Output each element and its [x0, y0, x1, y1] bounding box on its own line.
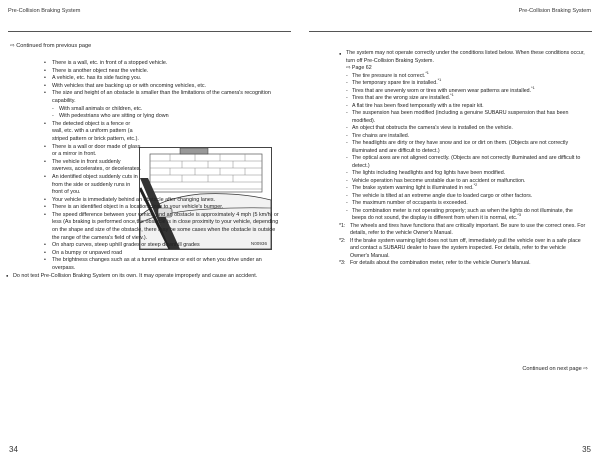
list-item: • There is another object near the vehicle.: [44, 68, 284, 76]
list-item-text: The lights including headlights and fog lights have been modified.: [352, 170, 506, 176]
header-rule-left: [8, 31, 291, 32]
list-item-text: The maximum number of occupants is exceeded.: [352, 200, 468, 206]
list-item-text: Tires that are the wrong size are installed.: [352, 95, 451, 101]
list-item-text: A flat tire has been fixed temporarily with a tire repair kit.: [352, 102, 484, 109]
list-item: • The detected object is a fence or wall, etc. with a uniform pattern (a striped pattern or brick pattern, etc.).: [44, 121, 142, 144]
sub-list-item: - With small animals or children, etc.: [52, 106, 284, 114]
header-rule-right: [309, 31, 592, 32]
list-item: [346, 208, 586, 223]
list-item: • Your vehicle is immediately behind an obstacle after changing lanes.: [44, 197, 284, 205]
list-item-text: The temporary spare tire is installed.: [352, 80, 438, 86]
list-item: [346, 155, 586, 170]
list-item: • There is an identified object in a location close to your vehicle's bumper.: [44, 204, 284, 212]
list-item: [346, 200, 586, 208]
list-item-text: Tire chains are installed.: [352, 132, 410, 139]
list-item: [346, 103, 586, 111]
list-item: • An identified object suddenly cuts in from the side or suddenly runs in front of you.: [44, 174, 142, 197]
list-item-text: The optical axes are not aligned correctly. (Objects are not correctly illuminated and are difficult to detect.): [352, 155, 581, 169]
footnote-mark: *1: [437, 78, 442, 83]
right-column: [339, 50, 586, 268]
continued-from-previous: ⇨ Continued from previous page: [10, 43, 92, 49]
list-item: [346, 193, 586, 201]
page-number-left: 34: [9, 445, 18, 454]
list-item-text: The brake system warning light is illuminated in red.: [352, 185, 474, 191]
list-item: [346, 125, 586, 133]
list-item: • A vehicle, etc. has its side facing you.: [44, 75, 284, 83]
list-item-text: The headlights are dirty or they have snow and ice or dirt on them. (Objects are not correctly illuminated and are difficult to detect.): [352, 140, 569, 154]
list-item-text: Vehicle operation has become unstable due to an accident or malfunction.: [352, 177, 526, 184]
footnote-mark: *1: [531, 85, 535, 90]
list-item: [346, 140, 586, 155]
list-item: • On sharp curves, steep uphill grades or steep downhill grades: [44, 242, 284, 250]
list-item: • With vehicles that are backing up or with oncoming vehicles, etc.: [44, 83, 284, 91]
figure-code: N00936: [250, 241, 267, 246]
footnote: [339, 238, 586, 261]
list-item: • The vehicle in front suddenly swerves, accelerates, or decelerates.: [44, 159, 142, 174]
list-item: [346, 95, 586, 103]
running-header-right: Pre-Collision Braking System: [518, 8, 591, 14]
footnote: [339, 223, 586, 238]
list-item: • The speed difference between your vehicle and an obstacle is approximately 4 mph (5 km/h) or less (As braking is performed once,the obstacle is in close proximity to your vehicle, depending on the shape and size of the obstacle, there may be some cases when the obstacle is outside the range of the camera's field of view.).: [44, 212, 284, 242]
footnote-label: *1:: [339, 222, 346, 229]
list-item-text: The vehicle is tilted at an extreme angle due to loaded cargo or other factors.: [352, 192, 533, 199]
footnote-text: The wheels and tires have functions that are critically important. Be sure to use the correct ones. For details, refer to the vehicle Owner's Manual.: [350, 222, 586, 236]
list-item: • On a bumpy or unpaved road: [44, 250, 284, 258]
list-item: [346, 80, 586, 88]
list-item-text: The suspension has been modified (including a genuine SUBARU suspension that has been modified).: [352, 110, 569, 124]
conditions-list: [339, 70, 586, 223]
footnote-mark: *2: [473, 183, 478, 188]
footnote-text: For details about the combination meter, refer to the vehicle Owner's Manual.: [350, 260, 531, 266]
footnotes: [339, 223, 586, 268]
continued-on-next: Continued on next page ⇨: [522, 366, 588, 372]
footnote-label: *2:: [339, 237, 346, 244]
conditions-intro: ● The system may not operate correctly under the conditions listed below. When these conditions occur, turn off Pre-Collision Braking System.: [339, 50, 586, 65]
list-item: [346, 110, 586, 125]
list-item: [346, 185, 586, 193]
list-item: • The size and height of an obstacle is smaller than the limitations of the camera's recognition capability.: [44, 90, 284, 105]
list-item: • There is a wall, etc. in front of a stopped vehicle.: [44, 60, 284, 68]
footnote-mark: *3: [517, 213, 521, 218]
list-item: [346, 178, 586, 186]
running-header-left: Pre-Collision Braking System: [8, 8, 81, 14]
footnote: [339, 260, 586, 268]
list-item-text: The combination meter is not operating properly; such as when the lights do not illuminate, the beeps do not sound, the display is different from when it is normal, etc.: [352, 207, 573, 221]
caution-note: ● Do not test Pre-Collision Braking System on its own. It may operate improperly and cause an accident.: [6, 273, 284, 281]
page-number-right: 35: [582, 445, 591, 454]
list-item-text: Tires that are unevenly worn or tires with uneven wear patterns are installed.: [352, 87, 532, 94]
footnote-label: *3:: [339, 260, 346, 266]
list-item: [346, 85, 586, 96]
list-item: [346, 170, 586, 178]
list-item-text: An object that obstructs the camera's view is installed on the vehicle.: [352, 125, 513, 131]
footnote-mark: *1: [425, 70, 429, 75]
sub-list-item: - With pedestrians who are sitting or lying down: [52, 113, 284, 121]
list-item: [346, 70, 586, 81]
list-item: [346, 133, 586, 141]
left-column: [13, 60, 284, 280]
list-item: • The brightness changes such as at a tunnel entrance or exit or when you drive under an overpass.: [44, 257, 284, 272]
page-reference-link[interactable]: ⇨ Page 62: [346, 65, 372, 71]
footnote-text: If the brake system warning light does not turn off, immediately pull the vehicle over in a safe place and contact a SUBARU dealer to have the system inspected. For details, refer to the vehicle Owner's Manual.: [350, 237, 581, 259]
list-item: • There is a wall or door made of glass or a mirror in front.: [44, 144, 142, 159]
list-item-text: The tire pressure is not correct.: [352, 72, 426, 79]
footnote-mark: *1: [450, 93, 454, 98]
